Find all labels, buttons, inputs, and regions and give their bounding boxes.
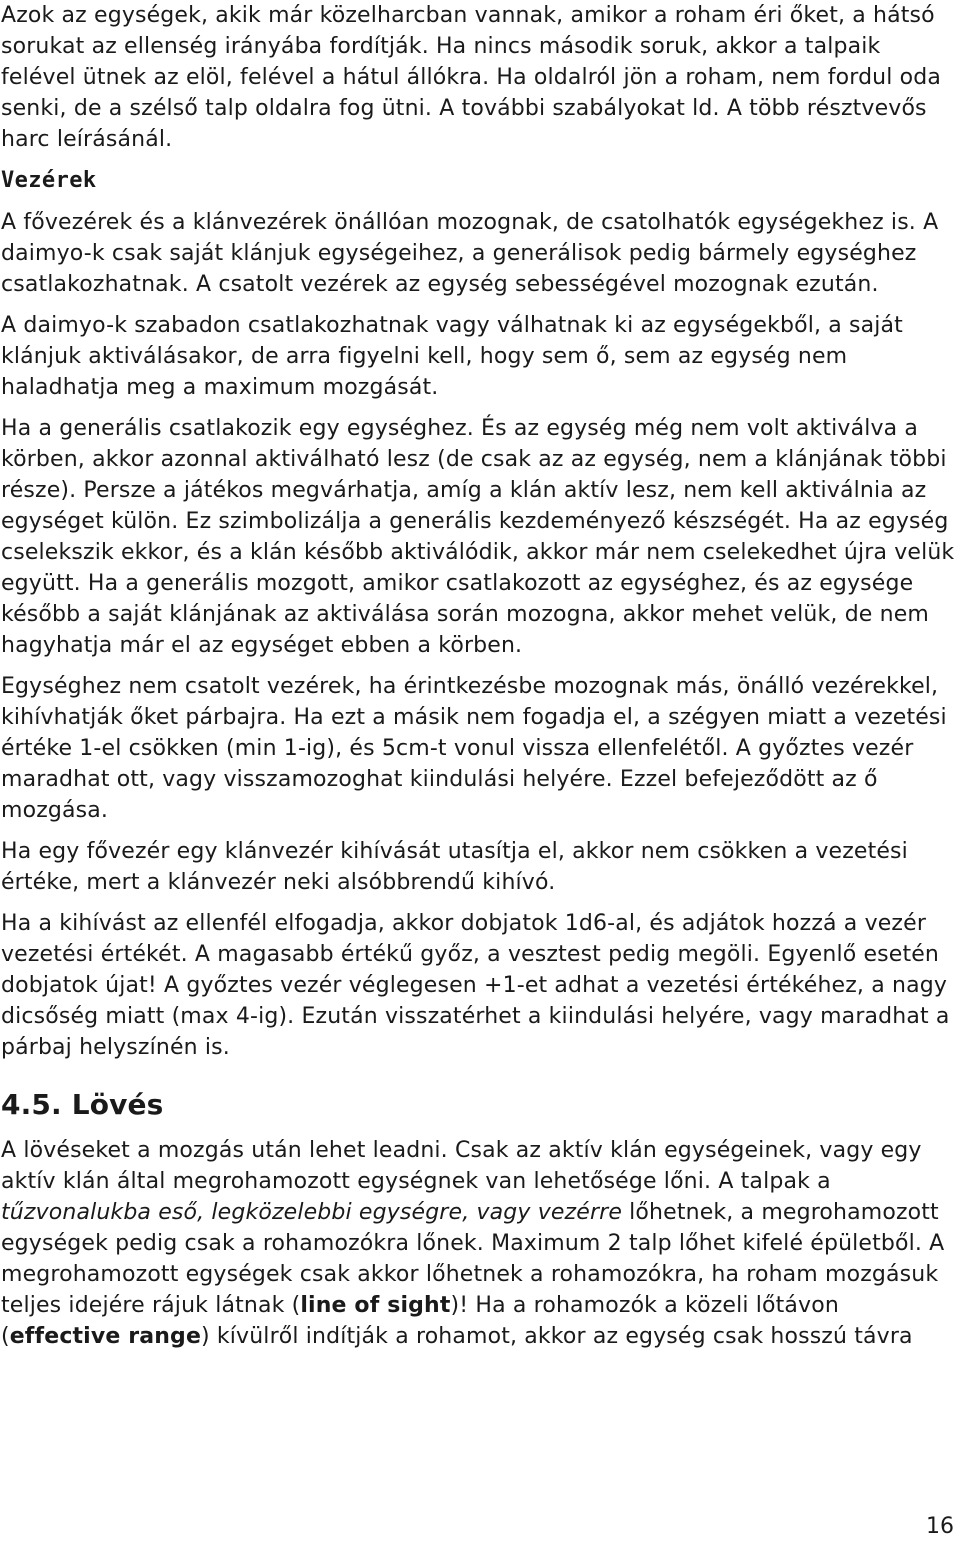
heading-vezerek: Vezérek	[1, 168, 97, 193]
shooting-text-a: A lövéseket a mozgás után lehet leadni. Csak az aktív klán egységeinek, vagy egy aktív klán által megrohamozott egységnek van lehetősége lőni. A talpak a	[1, 1138, 922, 1194]
paragraph-duel-accept: Ha a kihívást az ellenfél elfogadja, akkor dobjatok 1d6-al, és adjátok hozzá a vezér vezetési értékét. A magasabb értékű győz, a vesztest pedig megöli. Egyenlő esetén dobjatok újat! A győztes vezér véglegesen +1-et adhat a vezetési értékéhez, a nagy dicsőség miatt (max 4-ig). Ezután visszatérhet a kiindulási helyére, vagy maradhat a párbaj helyszínén is.	[1, 911, 950, 1060]
shooting-text-d: ) kívülről indítják a rohamot, akkor az egység csak hosszú távra	[201, 1324, 913, 1349]
paragraph-shooting	[1, 1135, 956, 1352]
term-effective-range: effective range	[9, 1324, 202, 1349]
paragraph-duel-challenge: Egységhez nem csatolt vezérek, ha érintkezésbe mozognak más, önálló vezérekkel, kihívhatják őket párbajra. Ha ezt a másik nem fogadja el, a szégyen miatt a vezetési értéke 1-el csökken (min 1-ig), és 5cm-t vonul vissza ellenfelétől. A győztes vezér maradhat ott, vagy visszamozoghat kiindulási helyére. Ezzel befejeződött az ő mozgása.	[1, 674, 947, 823]
shooting-emphasis: tűzvonalukba eső, legközelebbi egységre, vagy vezérre	[1, 1200, 623, 1225]
paragraph-melee-rear: Azok az egységek, akik már közelharcban vannak, amikor a roham éri őket, a hátsó sorukat az ellenség irányába fordítják. Ha nincs második soruk, akkor a talpaik felével ütnek az elöl, felével a hátul állókra. Ha oldalról jön a roham, nem fordul oda senki, de a szélső talp oldalra fog ütni. A további szabályokat ld. A több résztvevős harc leírásánál.	[1, 3, 942, 152]
heading-loves: 4.5. Lövés	[1, 1088, 164, 1121]
paragraph-duel-refusal: Ha egy fővezér egy klánvezér kihívását utasítja el, akkor nem csökken a vezetési értéke, mert a klánvezér neki alsóbbrendű kihívó.	[1, 839, 908, 895]
paragraph-daimyo-join: A daimyo-k szabadon csatlakozhatnak vagy válhatnak ki az egységekből, a saját klánjuk aktiválásakor, de arra figyelni kell, hogy sem ő, sem az egység nem haladhatja meg a maximum mozgását.	[1, 313, 903, 400]
shooting-text-b: lőhetnek, a megrohamozott egységek pedig csak a rohamozókra lőnek. Maximum 2 talp lőhet kifelé épületből. A megrohamozott egységek csak akkor lőhetnek a rohamozókra, ha roham mozgásuk teljes idejére rájuk látnak (	[1, 1200, 945, 1318]
paragraph-leaders-attach: A fővezérek és a klánvezérek önállóan mozognak, de csatolhatók egységekhez is. A daimyo-k csak saját klánjuk egységeihez, a generálisok pedig bármely egységhez csatlakozhatnak. A csatolt vezérek az egység sebességével mozognak ezután.	[1, 210, 939, 297]
page-number: 16	[926, 1514, 954, 1539]
shooting-text-c: )! Ha a rohamozók a közeli lőtávon (	[1, 1293, 839, 1349]
paragraph-general-join: Ha a generális csatlakozik egy egységhez. És az egység még nem volt aktiválva a körben, akkor azonnal aktiválható lesz (de csak az az egység, nem a klánjának többi része). Persze a játékos megvárhatja, amíg a klán aktív lesz, nem kell aktiválnia az egységet külön. Ez szimbolizálja a generális kezdeményező készségét. Ha az egység cselekszik ekkor, és a klán később aktiválódik, akkor már nem cselekedhet újra velük együtt. Ha a generális mozgott, amikor csatlakozott az egységhez, és az egysége később a saját klánjának az aktiválása során mozogna, akkor mehet velük, de nem hagyhatja már el az egységet ebben a körben.	[1, 416, 955, 658]
term-line-of-sight: line of sight	[300, 1293, 451, 1318]
